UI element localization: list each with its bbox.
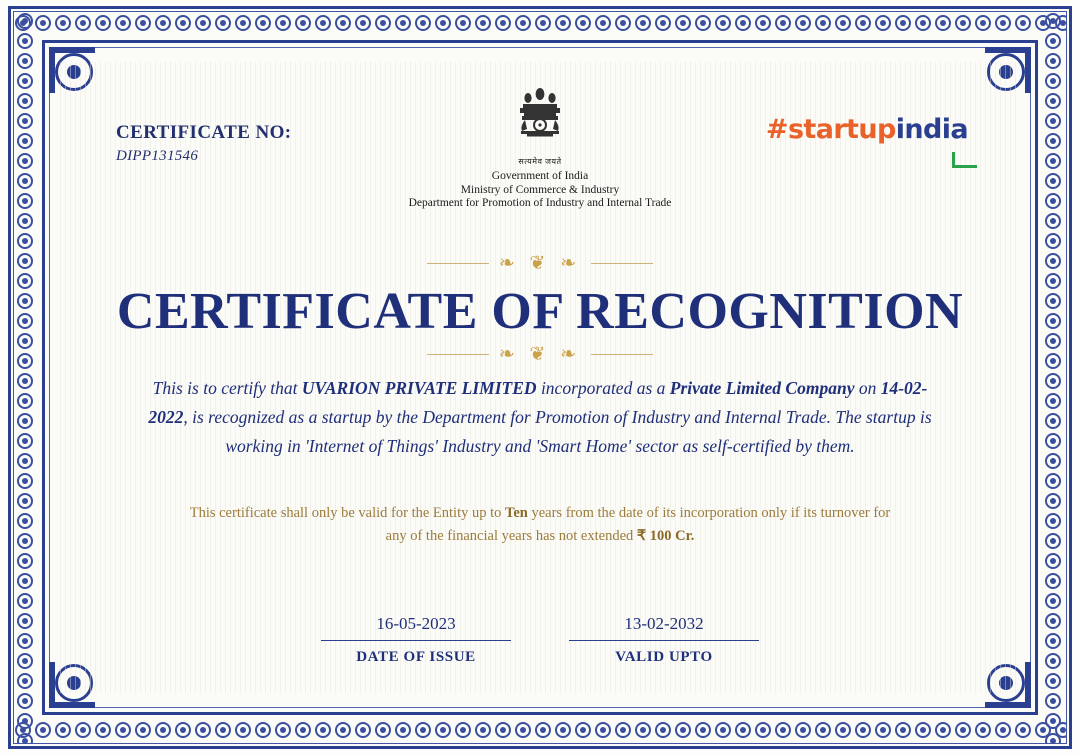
statement-part-2: incorporated as a (536, 378, 670, 398)
emblem-line-department: Department for Promotion of Industry and Internal Trade (408, 197, 672, 209)
flourish-top (60, 252, 1020, 276)
emblem-caption-lines (60, 170, 1020, 211)
dates-row (60, 614, 1020, 666)
valid-upto-value: 13-02-2032 (569, 614, 759, 641)
title-block (60, 252, 1020, 367)
date-of-issue-block (321, 614, 511, 666)
government-emblem-block (60, 84, 1020, 211)
statement-part-4: , is recognized as a startup by the Department for Promotion of Industry and Internal Trade. The startup is working in 'Internet of Things' Industry and 'Smart Home' sector as self-certified by them. (183, 407, 932, 456)
certification-statement (148, 374, 932, 461)
logo-hash: # (765, 114, 788, 145)
company-name: UVARION PRIVATE LIMITED (301, 378, 537, 398)
entity-type: Private Limited Company (669, 378, 855, 398)
date-of-issue-value: 16-05-2023 (321, 614, 511, 641)
valid-upto-block (569, 614, 759, 666)
validity-part-1: This certificate shall only be valid for the Entity up to (189, 505, 506, 521)
india-national-emblem-icon (511, 84, 569, 150)
valid-upto-label: VALID UPTO (615, 649, 713, 665)
logo-india-text: india (895, 114, 968, 145)
guilloche-band-left (13, 11, 39, 744)
flourish-top-glyphs: ❧ ❦ ❧ (498, 253, 582, 274)
emblem-motto-hindi: सत्यमेव जयते (518, 157, 562, 166)
certificate-number-label: CERTIFICATE NO: (116, 122, 292, 143)
logo-startup-text: startup (787, 114, 896, 145)
flourish-bottom-glyphs: ❧ ❦ ❧ (498, 344, 582, 365)
emblem-line-ministry: Ministry of Commerce & Industry (460, 183, 620, 196)
statement-part-1: This is to certify that (152, 378, 302, 398)
validity-turnover-cap: ₹ 100 Cr. (636, 528, 695, 544)
guilloche-band-top (13, 11, 1067, 37)
guilloche-band-right (1041, 11, 1067, 744)
validity-part-2: years from the date of its incorporation only if its turnover for any of the financial years has not extended (385, 505, 891, 544)
startup-india-logo (766, 114, 968, 145)
certificate-content (60, 62, 1020, 693)
date-of-issue-label: DATE OF ISSUE (356, 649, 476, 665)
flourish-bottom (60, 343, 1020, 367)
incorporation-date: 14-02-2022 (148, 378, 928, 427)
statement-part-3: on (854, 378, 881, 398)
emblem-line-government: Government of India (491, 170, 589, 182)
page-title: CERTIFICATE OF RECOGNITION (116, 283, 964, 340)
guilloche-band-bottom (13, 718, 1067, 744)
validity-years: Ten (505, 505, 528, 521)
validity-note (180, 502, 900, 548)
certificate-number-value: DIPP131546 (116, 148, 199, 164)
